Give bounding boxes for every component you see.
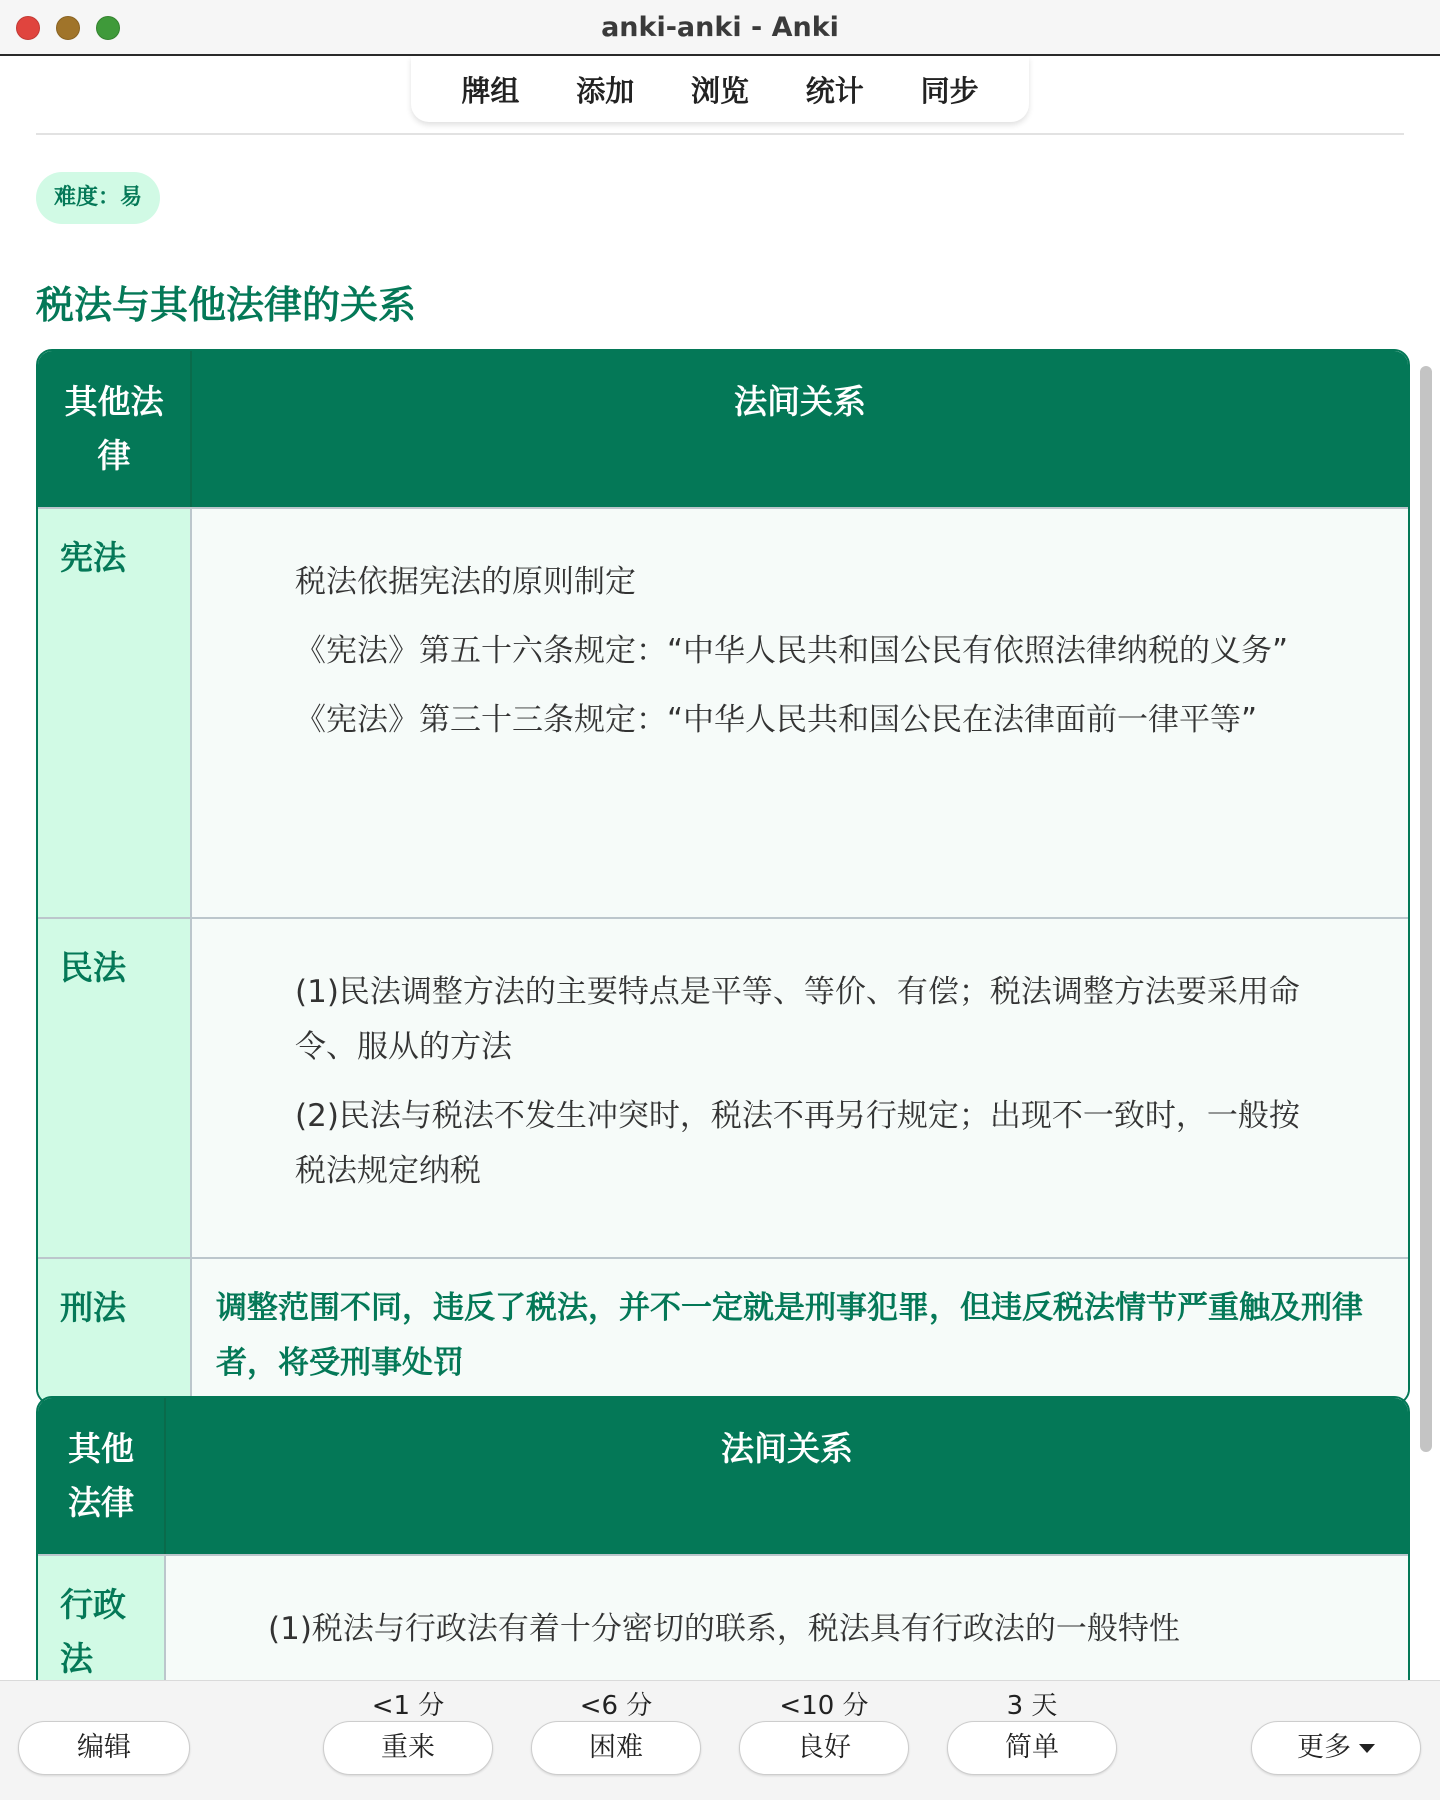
law-name-cell: 宪法 <box>38 507 192 917</box>
more-button[interactable] <box>1251 1721 1421 1775</box>
hard-button[interactable]: 困难 <box>531 1721 701 1775</box>
title-bar <box>0 0 1440 56</box>
header-relation: 法间关系 <box>166 1398 1408 1554</box>
good-due-time: <10 分 <box>779 1691 869 1721</box>
table-row <box>38 1554 1408 1680</box>
toolbar-sync[interactable]: 同步 <box>920 73 979 108</box>
window-title: anki-anki - Anki <box>601 12 839 43</box>
easy-button[interactable]: 简单 <box>947 1721 1117 1775</box>
difficulty-badge: 难度：易 <box>36 172 160 224</box>
card-content[interactable] <box>0 136 1440 1680</box>
table-row <box>38 1257 1408 1403</box>
relation-paragraph: 《宪法》第三十三条规定：“中华人民共和国公民在法律面前一律平等” <box>295 702 1258 738</box>
table-header-row <box>38 1398 1408 1554</box>
toolbar-browse[interactable]: 浏览 <box>690 73 749 108</box>
relation-cell <box>192 917 1408 1257</box>
answer-bar <box>0 1680 1440 1800</box>
good-button[interactable]: 良好 <box>739 1721 909 1775</box>
main-toolbar <box>411 56 1029 122</box>
card-heading: 税法与其他法律的关系 <box>36 283 417 327</box>
header-other-law: 其他法律 <box>38 1398 166 1554</box>
law-name-cell: 行政法 <box>38 1554 166 1680</box>
table-row <box>38 507 1408 917</box>
relation-table-1 <box>36 349 1410 1405</box>
toolbar-stats[interactable]: 统计 <box>805 73 864 108</box>
table-row <box>38 917 1408 1257</box>
easy-due-time: 3 天 <box>1006 1691 1058 1721</box>
relation-paragraph-highlight: 调整范围不同，违反了税法，并不一定就是刑事犯罪，但违反税法情节严重触及刑律者，将受刑事处罚 <box>216 1290 1363 1381</box>
relation-paragraph: (1)税法与行政法有着十分密切的联系，税法具有行政法的一般特性 <box>268 1611 1180 1647</box>
relation-table-2 <box>36 1396 1410 1680</box>
relation-paragraph: (1)民法调整方法的主要特点是平等、等价、有偿；税法调整方法要采用命令、服从的方法 <box>295 974 1300 1065</box>
edit-button[interactable]: 编辑 <box>18 1721 190 1775</box>
hard-due-time: <6 分 <box>579 1691 653 1721</box>
table-header-row <box>38 351 1408 507</box>
again-due-time: <1 分 <box>371 1691 445 1721</box>
header-relation: 法间关系 <box>192 351 1408 507</box>
law-name-cell: 刑法 <box>38 1257 192 1403</box>
toolbar-add[interactable]: 添加 <box>576 73 635 108</box>
header-other-law: 其他法律 <box>38 351 192 507</box>
relation-paragraph: 税法依据宪法的原则制定 <box>295 564 636 600</box>
again-button[interactable]: 重来 <box>323 1721 493 1775</box>
toolbar-divider <box>36 133 1404 135</box>
relation-cell <box>166 1554 1408 1680</box>
vertical-scrollbar[interactable] <box>1420 366 1432 1452</box>
law-name-cell: 民法 <box>38 917 192 1257</box>
relation-cell <box>192 507 1408 917</box>
more-button-label: 更多 <box>1297 1732 1351 1763</box>
relation-paragraph: 《宪法》第五十六条规定：“中华人民共和国公民有依照法律纳税的义务” <box>295 633 1289 669</box>
caret-down-icon <box>1359 1744 1375 1753</box>
relation-paragraph: (2)民法与税法不发生冲突时，税法不再另行规定；出现不一致时，一般按税法规定纳税 <box>295 1098 1300 1189</box>
toolbar-decks[interactable]: 牌组 <box>461 73 520 108</box>
relation-cell <box>192 1257 1408 1403</box>
